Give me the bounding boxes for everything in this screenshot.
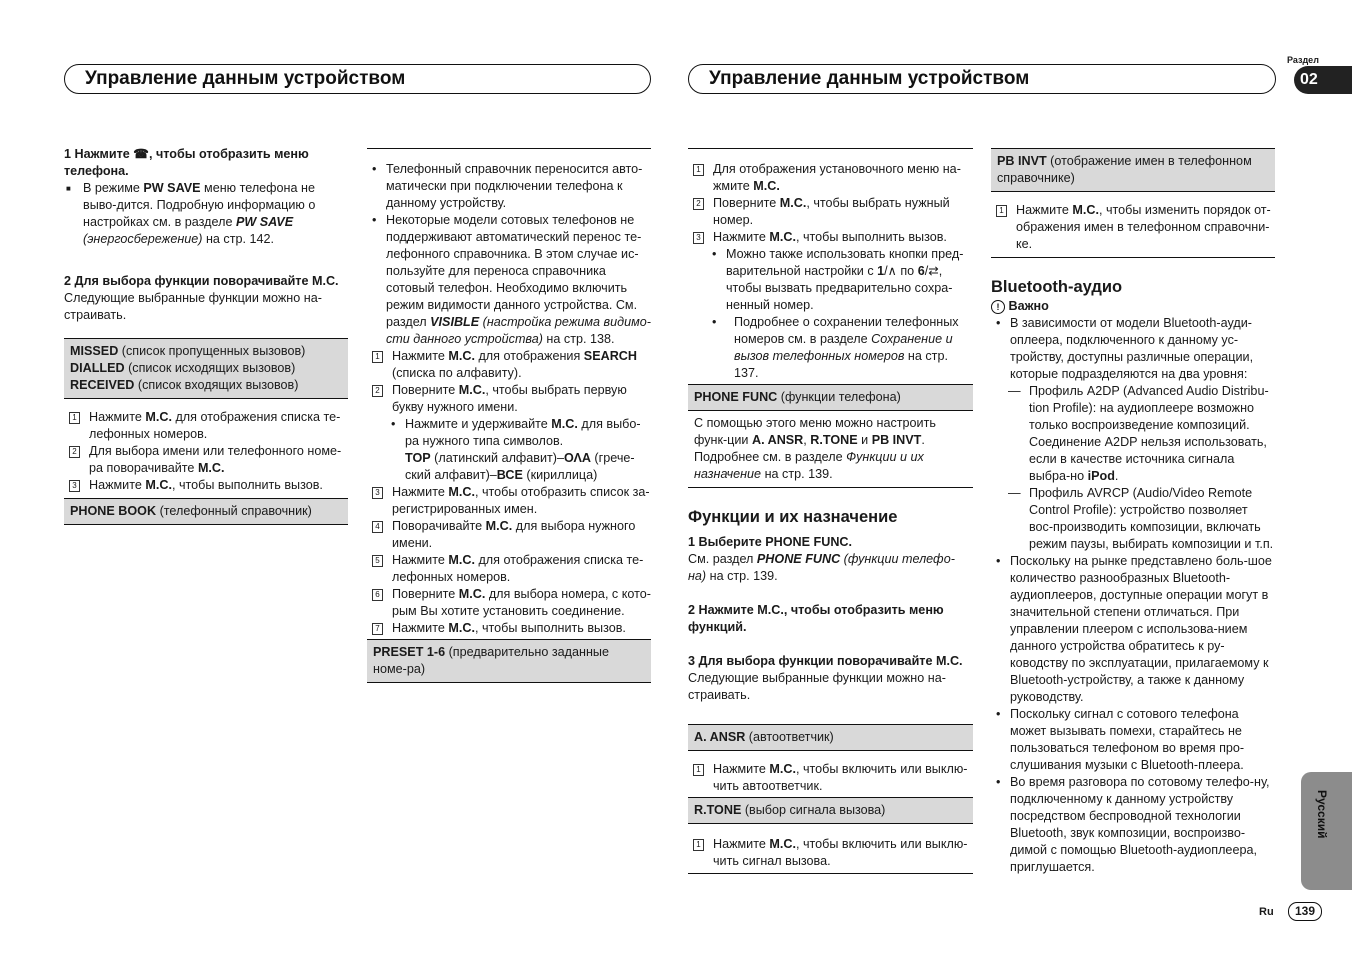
column-4 <box>991 148 1275 876</box>
r-tone-box: R.TONE (выбор сигнала вызова) <box>688 797 973 824</box>
list-item: 3 Нажмите M.C., чтобы выполнить вызов. <box>688 229 973 246</box>
column-1 <box>64 146 348 525</box>
preset-box: PRESET 1-6 (предварительно заданные номе-ра) <box>367 639 651 683</box>
list-item: 3 Нажмите M.C., чтобы отобразить список за-регистрированных имен. <box>367 484 651 518</box>
step-3-text: Следующие выбранные функции можно на-страивать. <box>688 671 946 702</box>
phone-func-box: PHONE FUNC (функции телефона) <box>688 384 973 411</box>
list-item: 1 Нажмите M.C., чтобы включить или выклю-чить автоответчик. <box>688 761 973 795</box>
list-item: • Телефонный справочник переносится авто-матически при подключении телефона к данному устройству. <box>367 161 651 212</box>
phone-func-desc: С помощью этого меню можно настроить функ-ции A. ANSR, R.TONE и PB INVT. Подробнее см. в разделе Функции и их назначение на стр. 139. <box>688 411 973 488</box>
step-3-heading: 3 Для выбора функции поворачивайте M.C. <box>688 654 963 668</box>
phone-icon: ☎ <box>133 147 149 161</box>
list-item: 1 Нажмите M.C. для отображения SEARCH (списка по алфавиту). <box>367 348 651 382</box>
list-item: • Поскольку сигнал с сотового телефона может вызывать помехи, старайтесь не пользоваться телефоном во время про-слушивания музыки с Bluetooth-плеера. <box>991 706 1275 774</box>
list-item: 4 Поворачивайте M.C. для выбора нужного имени. <box>367 518 651 552</box>
list-item: 2 Поверните M.C., чтобы выбрать нужный номер. <box>688 195 973 229</box>
column-2 <box>367 148 651 683</box>
section-heading: Bluetooth-аудио <box>991 278 1123 296</box>
page-title-left: Управление данным устройством <box>64 64 651 94</box>
call-list-box: MISSED (список пропущенных вызовов) DIALLED (список исходящих вызовов) RECEIVED (список входящих вызовов) <box>64 338 348 399</box>
section-heading: Функции и их назначение <box>688 508 898 526</box>
section-number-tab: 02 <box>1294 66 1352 94</box>
list-item: • Можно также использовать кнопки пред-варительной настройки с 1/∧ по 6/⇄, чтобы вызвать предварительно сохра-ненный номер. <box>688 246 973 314</box>
page-number: 139 <box>1288 902 1322 921</box>
step-2-heading: 2 Для выбора функции поворачивайте M.C. <box>64 274 339 288</box>
list-item: — Профиль A2DP (Advanced Audio Distribu-tion Profile): на аудиоплеере возможно только воспроизведение композиций. Соединение A2DP нельзя использовать, если в качестве источника сигнала выбра-но iPod. <box>991 383 1275 485</box>
step-2-text: Следующие выбранные функции можно на-страивать. <box>64 291 322 322</box>
list-item: 1 Нажмите M.C., чтобы изменить порядок от-ображения имен в телефонном справочни-ке. <box>991 202 1275 253</box>
step-1-heading: 1 Выберите PHONE FUNC. <box>688 535 853 549</box>
pb-invt-box: PB INVT (отображение имен в телефонном справочнике) <box>991 148 1275 192</box>
lang-code: Ru <box>1259 906 1274 918</box>
phone-book-box: PHONE BOOK (телефонный справочник) <box>64 498 348 525</box>
a-ansr-box: A. ANSR (автоответчик) <box>688 724 973 751</box>
list-item: 3 Нажмите M.C., чтобы выполнить вызов. <box>64 477 348 494</box>
list-item: 6 Поверните M.C. для выбора номера, с кото-рым Вы хотите установить соединение. <box>367 586 651 620</box>
step-1-text: См. раздел PHONE FUNC (функции телефо-на) на стр. 139. <box>688 552 955 583</box>
list-item: 2 Поверните M.C., чтобы выбрать первую букву нужного имени. <box>367 382 651 416</box>
important-icon: ! <box>991 300 1005 314</box>
list-item: 1 Нажмите M.C. для отображения списка те-лефонных номеров. <box>64 409 348 443</box>
column-3 <box>688 148 973 874</box>
list-item: 2 Для выбора имени или телефонного номе-ра поворачивайте M.C. <box>64 443 348 477</box>
list-item: 1 Для отображения установочного меню на-жмите M.C. <box>688 161 973 195</box>
list-item: — Профиль AVRCP (Audio/Video Remote Control Profile): устройство позволяет вос-производить композиции, включать режим паузы, выбирать композиции и т.п. <box>991 485 1275 553</box>
pw-save-note: ■ В режиме PW SAVE меню телефона не выво-дится. Подробную информацию о настройках см. в разделе PW SAVE (энергосбережение) на стр. 142. <box>64 180 348 248</box>
list-item: 7 Нажмите M.C., чтобы выполнить вызов. <box>367 620 651 637</box>
list-item: • Подробнее о сохранении телефонных номеров см. в разделе Сохранение и вызов телефонных номеров на стр. 137. <box>688 314 973 382</box>
step-1-heading: 1 Нажмите ☎, чтобы отобразить меню телефона. <box>64 147 309 178</box>
list-item: • В зависимости от модели Bluetooth-ауди-оплеера, подключенного к данному ус-тройству, доступны различные операции, которые подразделяются на два уровня: <box>991 315 1275 383</box>
step-2-heading: 2 Нажмите M.C., чтобы отобразить меню функций. <box>688 603 944 634</box>
list-item: • Некоторые модели сотовых телефонов не поддерживают автоматический перенос те-лефонного справочника. В этом случае ис-пользуйте для переноса справочника сотовый телефон. Необходимо включить режим видимости данного устройства. См. раздел VISIBLE (настройка режима видимо-сти данного устройства) на стр. 138. <box>367 212 651 348</box>
important-note: ! Важно <box>991 298 1275 315</box>
section-label: Раздел <box>1287 55 1319 65</box>
list-item: • Во время разговора по сотовому телефо-ну, подключенному к данному устройству посредством беспроводной технологии Bluetooth, звук композиции, воспроизво-димой с помощью Bluetooth-аудиоплеера, приглушается. <box>991 774 1275 876</box>
language-label: Русский <box>1315 790 1329 839</box>
list-item: • Поскольку на рынке представлено боль-шое количество разнообразных Bluetooth-аудиоплееров, доступные операции могут в значительной степени отличаться. При управлении плеером с использова-нием данного устройства обратитесь к ру-ководству по эксплуатации, прилагаемому к Bluetooth-устройству, а также к данному руководству. <box>991 553 1275 706</box>
list-item: 5 Нажмите M.C. для отображения списка те-лефонных номеров. <box>367 552 651 586</box>
list-item: • Нажмите и удерживайте M.C. для выбо-ра нужного типа символов. TOP (латинский алфавит)–ΟΛΑ (грече-ский алфавит)–ВСЕ (кириллица) <box>367 416 651 484</box>
page-title-right: Управление данным устройством <box>688 64 1276 94</box>
list-item: 1 Нажмите M.C., чтобы включить или выклю-чить сигнал вызова. <box>688 836 973 870</box>
